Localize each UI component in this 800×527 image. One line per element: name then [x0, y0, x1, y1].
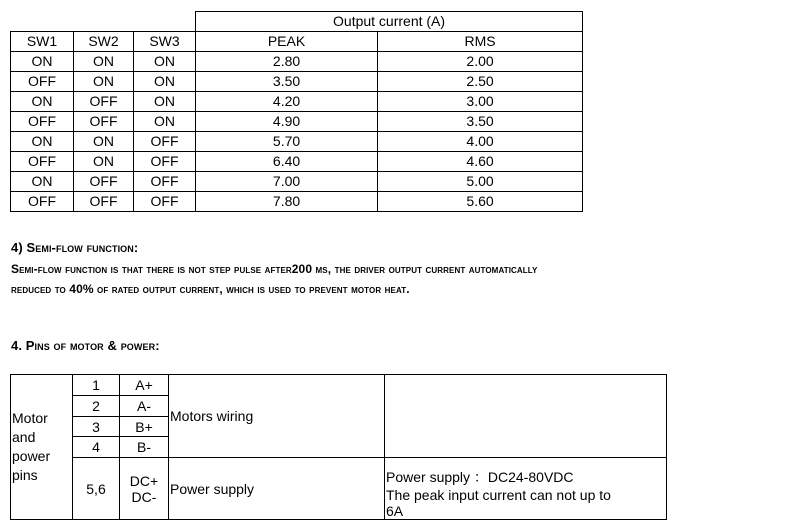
col-rms: RMS [378, 32, 583, 52]
pin-number: 3 [73, 417, 120, 437]
cell-peak: 2.80 [196, 52, 378, 72]
cell-rms: 5.60 [378, 192, 583, 212]
cell-rms: 5.00 [378, 172, 583, 192]
cell-sw2: ON [74, 52, 134, 72]
cell-sw3: ON [134, 112, 196, 132]
label-line: and [12, 429, 36, 445]
pin-signal: B- [120, 437, 169, 458]
note-line: The peak input current can not up to [386, 487, 611, 503]
table-row [11, 52, 583, 72]
col-sw1: SW1 [11, 32, 74, 52]
cell-sw3: ON [134, 72, 196, 92]
cell-sw3: ON [134, 92, 196, 112]
cell-sw2: ON [74, 152, 134, 172]
table-row [11, 375, 667, 396]
semi-flow-title: 4) Semi-flow function: [11, 240, 139, 255]
signal-line: DC- [131, 488, 157, 505]
output-current-table [10, 11, 583, 212]
power-pin-number: 5,6 [73, 458, 120, 520]
cell-sw1: OFF [11, 152, 74, 172]
power-supply-desc: Power supply [169, 458, 385, 520]
label-line: Motor [12, 410, 48, 426]
label-line: power [12, 448, 51, 464]
pins-section-title: 4. Pins of motor & power: [11, 338, 160, 353]
note-line: 6A [386, 503, 404, 519]
table-header-row [11, 12, 583, 32]
cell-sw1: ON [11, 172, 74, 192]
cell-sw3: OFF [134, 132, 196, 152]
cell-sw2: OFF [74, 172, 134, 192]
cell-peak: 4.20 [196, 92, 378, 112]
cell-sw2: OFF [74, 192, 134, 212]
table-row [11, 458, 667, 520]
cell-rms: 4.00 [378, 132, 583, 152]
note-line: Power supply ：DC24-80VDC [386, 469, 574, 485]
cell-peak: 3.50 [196, 72, 378, 92]
cell-rms: 2.00 [378, 52, 583, 72]
cell-sw1: ON [11, 132, 74, 152]
cell-peak: 7.00 [196, 172, 378, 192]
motors-wiring-desc: Motors wiring [169, 375, 385, 458]
power-pin-signal [120, 458, 169, 520]
header-spacer [11, 12, 196, 32]
cell-peak: 7.80 [196, 192, 378, 212]
signal-line: DC+ [129, 472, 159, 489]
table-row [11, 132, 583, 152]
cell-sw3: OFF [134, 192, 196, 212]
motor-power-label [11, 375, 73, 520]
cell-peak: 6.40 [196, 152, 378, 172]
cell-rms: 3.50 [378, 112, 583, 132]
cell-peak: 5.70 [196, 132, 378, 152]
pin-signal: A- [120, 396, 169, 417]
label-line: pins [12, 467, 38, 483]
cell-peak: 4.90 [196, 112, 378, 132]
col-sw2: SW2 [74, 32, 134, 52]
table-row [11, 112, 583, 132]
table-row [11, 152, 583, 172]
table-row [11, 72, 583, 92]
pin-number: 2 [73, 396, 120, 417]
cell-sw2: ON [74, 132, 134, 152]
pin-number: 4 [73, 437, 120, 458]
cell-sw2: OFF [74, 112, 134, 132]
col-sw3: SW3 [134, 32, 196, 52]
semi-flow-text-line-1: Semi-flow function is that there is not step pulse after200 ms, the driver output current automatically [11, 262, 538, 276]
cell-sw1: OFF [11, 192, 74, 212]
table-row [11, 192, 583, 212]
cell-rms: 4.60 [378, 152, 583, 172]
column-header-row [11, 32, 583, 52]
cell-sw3: ON [134, 52, 196, 72]
cell-sw2: OFF [74, 92, 134, 112]
pin-signal: B+ [120, 417, 169, 437]
table-row [11, 92, 583, 112]
power-supply-note [385, 458, 667, 520]
table-row [11, 172, 583, 192]
motor-power-pins-table [10, 374, 667, 520]
cell-sw3: OFF [134, 152, 196, 172]
cell-rms: 2.50 [378, 72, 583, 92]
cell-sw1: ON [11, 52, 74, 72]
motors-wiring-note [385, 375, 667, 458]
cell-sw3: OFF [134, 172, 196, 192]
cell-sw1: ON [11, 92, 74, 112]
col-peak: PEAK [196, 32, 378, 52]
cell-sw2: ON [74, 72, 134, 92]
pin-signal: A+ [120, 375, 169, 396]
semi-flow-text-line-2: reduced to 40% of rated output current, which is used to prevent motor heat. [11, 282, 410, 296]
cell-rms: 3.00 [378, 92, 583, 112]
pin-number: 1 [73, 375, 120, 396]
cell-sw1: OFF [11, 112, 74, 132]
output-current-header: Output current (A) [196, 12, 583, 32]
cell-sw1: OFF [11, 72, 74, 92]
